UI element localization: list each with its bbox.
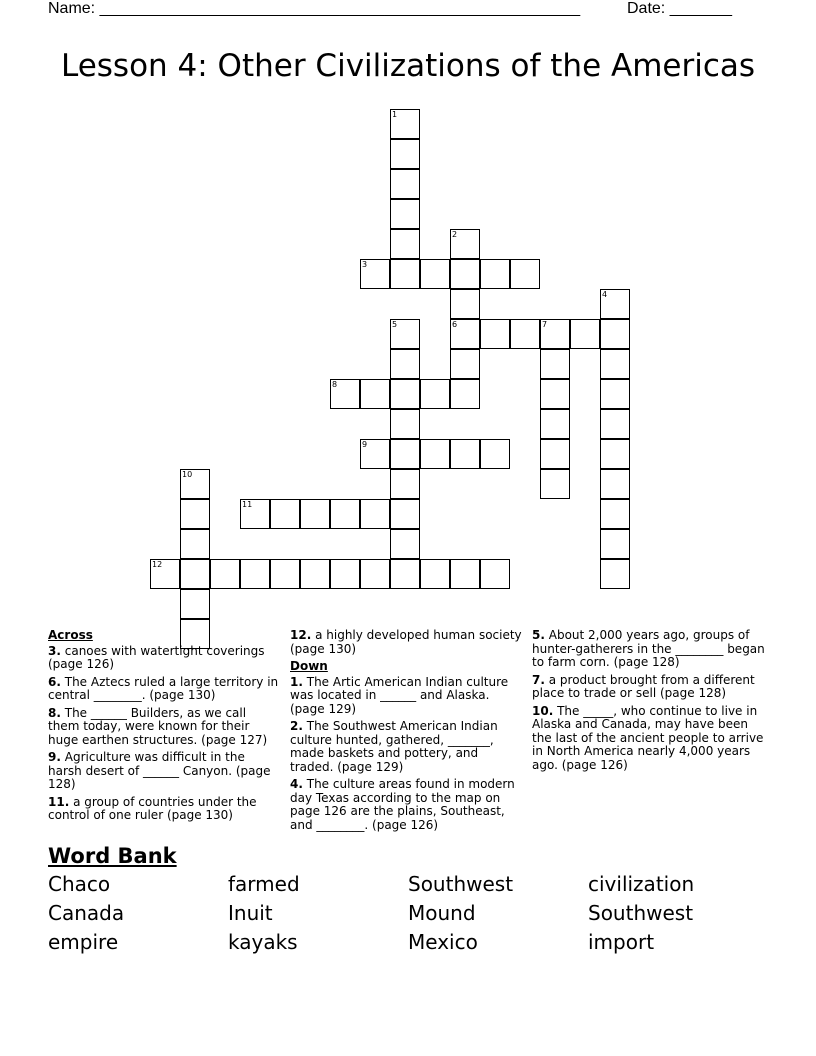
clue-down-2 bbox=[290, 720, 522, 774]
crossword-cell[interactable] bbox=[600, 499, 630, 529]
clue-text: a group of countries under the control of one ruler (page 130) bbox=[48, 794, 257, 822]
clue-text: About 2,000 years ago, groups of hunter-gatherers in the ________ began to farm corn. (page 128) bbox=[532, 628, 765, 669]
crossword-cell[interactable] bbox=[390, 529, 420, 559]
crossword-cell[interactable] bbox=[360, 379, 390, 409]
crossword-cell[interactable] bbox=[390, 349, 420, 379]
crossword-cell[interactable] bbox=[390, 499, 420, 529]
crossword-cell[interactable] bbox=[360, 439, 390, 469]
clue-text: The Southwest American Indian culture hunted, gathered, _______, made baskets and pottery, and traded. (page 129) bbox=[290, 719, 498, 774]
crossword-cell[interactable] bbox=[540, 469, 570, 499]
crossword-cell[interactable] bbox=[390, 259, 420, 289]
crossword-cell[interactable] bbox=[480, 319, 510, 349]
crossword-cell[interactable] bbox=[420, 379, 450, 409]
clue-text: canoes with watertight coverings (page 126) bbox=[48, 643, 265, 671]
clue-number: 2. bbox=[290, 719, 303, 733]
crossword-cell[interactable] bbox=[420, 439, 450, 469]
clue-number: 5. bbox=[532, 628, 545, 642]
crossword-cell[interactable] bbox=[600, 439, 630, 469]
crossword-cell[interactable] bbox=[390, 409, 420, 439]
crossword-cell[interactable] bbox=[480, 559, 510, 589]
crossword-cell[interactable] bbox=[270, 559, 300, 589]
crossword-cell[interactable] bbox=[390, 139, 420, 169]
word-bank-title: Word Bank bbox=[48, 844, 177, 868]
crossword-cell[interactable] bbox=[420, 559, 450, 589]
word-bank-word: Southwest bbox=[408, 872, 514, 896]
crossword-cell[interactable] bbox=[390, 469, 420, 499]
crossword-cell[interactable] bbox=[180, 559, 210, 589]
cell-number: 10 bbox=[182, 470, 193, 479]
clue-text: The Artic American Indian culture was located in ______ and Alaska. (page 129) bbox=[290, 674, 509, 716]
crossword-cell[interactable] bbox=[480, 259, 510, 289]
clue-across-12 bbox=[290, 629, 522, 656]
crossword-cell[interactable] bbox=[540, 349, 570, 379]
crossword-cell[interactable] bbox=[540, 439, 570, 469]
clue-across-11 bbox=[48, 796, 280, 823]
page-title: Lesson 4: Other Civilizations of the Americas bbox=[60, 48, 756, 84]
word-bank-word: empire bbox=[48, 930, 119, 954]
word-bank-row bbox=[48, 901, 768, 930]
cell-number: 6 bbox=[452, 320, 458, 329]
word-bank-word: Canada bbox=[48, 901, 125, 925]
word-bank-row bbox=[48, 872, 768, 901]
crossword-cell[interactable] bbox=[540, 409, 570, 439]
crossword-cell[interactable] bbox=[180, 529, 210, 559]
clue-number: 6. bbox=[48, 674, 61, 689]
crossword-cell[interactable] bbox=[570, 319, 600, 349]
crossword-cell[interactable] bbox=[360, 259, 390, 289]
clue-number: 4. bbox=[290, 777, 303, 791]
clues-column-3 bbox=[532, 629, 767, 776]
clue-across-9 bbox=[48, 751, 280, 792]
crossword-cell[interactable] bbox=[600, 559, 630, 589]
crossword-cell[interactable] bbox=[450, 229, 480, 259]
crossword-cell[interactable] bbox=[180, 499, 210, 529]
clue-down-1 bbox=[290, 676, 522, 717]
crossword-cell[interactable] bbox=[450, 349, 480, 379]
cell-number: 8 bbox=[332, 380, 338, 389]
clue-text: Agriculture was difficult in the harsh desert of ______ Canyon. (page 128) bbox=[48, 750, 271, 791]
cell-number: 1 bbox=[392, 110, 398, 119]
word-bank-word: civilization bbox=[588, 872, 695, 896]
crossword-cell[interactable] bbox=[240, 499, 270, 529]
name-field[interactable]: Name: ______________________________________________________ bbox=[48, 0, 581, 17]
crossword-cell[interactable] bbox=[360, 499, 390, 529]
clue-down-4 bbox=[290, 778, 522, 832]
date-field[interactable]: Date: _______ bbox=[627, 0, 732, 17]
crossword-cell[interactable] bbox=[270, 499, 300, 529]
word-bank-row bbox=[48, 930, 768, 959]
crossword-cell[interactable] bbox=[600, 529, 630, 559]
crossword-cell[interactable] bbox=[330, 499, 360, 529]
crossword-cell[interactable] bbox=[390, 169, 420, 199]
crossword-cell[interactable] bbox=[420, 259, 450, 289]
clue-across-6 bbox=[48, 676, 280, 703]
clue-text: a highly developed human society (page 130) bbox=[290, 628, 522, 656]
crossword-cell[interactable] bbox=[180, 589, 210, 619]
clue-text: The culture areas found in modern day Texas according to the map on page 126 are the plains, Southeast, and ________. (page 126) bbox=[290, 777, 515, 832]
word-bank-word: farmed bbox=[228, 872, 300, 896]
cell-number: 5 bbox=[392, 320, 398, 329]
crossword-cell[interactable] bbox=[180, 469, 210, 499]
crossword-cell[interactable] bbox=[540, 379, 570, 409]
clue-number: 3. bbox=[48, 643, 61, 658]
word-bank-word: Chaco bbox=[48, 872, 111, 896]
crossword-cell[interactable] bbox=[150, 559, 180, 589]
clue-text: The _____, who continue to live in Alaska and Canada, may have been the last of the ancient people to arrive in North America nearly 4,000 years ago. (page 126) bbox=[532, 703, 764, 772]
clues-column-2 bbox=[290, 629, 522, 836]
word-bank-word: import bbox=[588, 930, 655, 954]
clue-number: 10. bbox=[532, 703, 554, 718]
crossword-cell[interactable] bbox=[600, 349, 630, 379]
word-bank-word: Mexico bbox=[408, 930, 478, 954]
down-heading: Down bbox=[290, 659, 328, 673]
clue-down-7 bbox=[532, 674, 767, 701]
crossword-cell[interactable] bbox=[510, 259, 540, 289]
crossword-cell[interactable] bbox=[300, 559, 330, 589]
crossword-cell[interactable] bbox=[600, 289, 630, 319]
crossword-cell[interactable] bbox=[600, 469, 630, 499]
clue-text: a product brought from a different place to trade or sell (page 128) bbox=[532, 672, 755, 700]
crossword-cell[interactable] bbox=[330, 379, 360, 409]
crossword-cell[interactable] bbox=[450, 439, 480, 469]
crossword-cell[interactable] bbox=[450, 319, 480, 349]
clues-column-1 bbox=[48, 629, 280, 827]
word-bank-word: Inuit bbox=[228, 901, 273, 925]
cell-number: 9 bbox=[362, 440, 368, 449]
crossword-cell[interactable] bbox=[450, 259, 480, 289]
clue-across-3 bbox=[48, 645, 280, 672]
cell-number: 2 bbox=[452, 230, 458, 239]
clue-text: The ______ Builders, as we call them today, were known for their huge earthen structures. (page 127) bbox=[48, 705, 268, 747]
clue-down-10 bbox=[532, 705, 767, 773]
word-bank-word: Southwest bbox=[588, 901, 694, 925]
crossword-cell[interactable] bbox=[390, 109, 420, 139]
crossword-cell[interactable] bbox=[390, 319, 420, 349]
crossword-cell[interactable] bbox=[390, 229, 420, 259]
cell-number: 7 bbox=[542, 320, 548, 329]
clue-number: 8. bbox=[48, 705, 61, 720]
crossword-cell[interactable] bbox=[240, 559, 270, 589]
crossword-cell[interactable] bbox=[600, 319, 630, 349]
crossword-cell[interactable] bbox=[390, 379, 420, 409]
clue-number: 1. bbox=[290, 674, 303, 689]
crossword-cell[interactable] bbox=[600, 379, 630, 409]
clue-number: 11. bbox=[48, 794, 70, 809]
crossword-cell[interactable] bbox=[450, 379, 480, 409]
crossword-cell[interactable] bbox=[210, 559, 240, 589]
crossword-cell[interactable] bbox=[540, 319, 570, 349]
word-bank-word: Mound bbox=[408, 901, 476, 925]
crossword-cell[interactable] bbox=[390, 439, 420, 469]
crossword-cell[interactable] bbox=[360, 559, 390, 589]
clue-number: 7. bbox=[532, 672, 545, 687]
cell-number: 4 bbox=[602, 290, 608, 299]
word-bank bbox=[48, 872, 768, 959]
crossword-cell[interactable] bbox=[390, 559, 420, 589]
crossword-cell[interactable] bbox=[330, 559, 360, 589]
cell-number: 3 bbox=[362, 260, 368, 269]
clue-down-5 bbox=[532, 629, 767, 670]
crossword-cell[interactable] bbox=[450, 559, 480, 589]
crossword-cell[interactable] bbox=[510, 319, 540, 349]
word-bank-word: kayaks bbox=[228, 930, 298, 954]
clue-text: The Aztecs ruled a large territory in central ________. (page 130) bbox=[48, 674, 279, 702]
clue-number: 9. bbox=[48, 750, 61, 764]
cell-number: 12 bbox=[152, 560, 163, 569]
crossword-grid bbox=[150, 109, 608, 629]
header bbox=[48, 0, 748, 20]
cell-number: 11 bbox=[242, 500, 253, 509]
crossword-cell[interactable] bbox=[480, 439, 510, 469]
clue-across-8 bbox=[48, 707, 280, 748]
crossword-cell[interactable] bbox=[390, 199, 420, 229]
crossword-cell[interactable] bbox=[300, 499, 330, 529]
crossword-cell[interactable] bbox=[450, 289, 480, 319]
clue-number: 12. bbox=[290, 628, 312, 642]
crossword-cell[interactable] bbox=[600, 409, 630, 439]
across-heading: Across bbox=[48, 628, 93, 642]
